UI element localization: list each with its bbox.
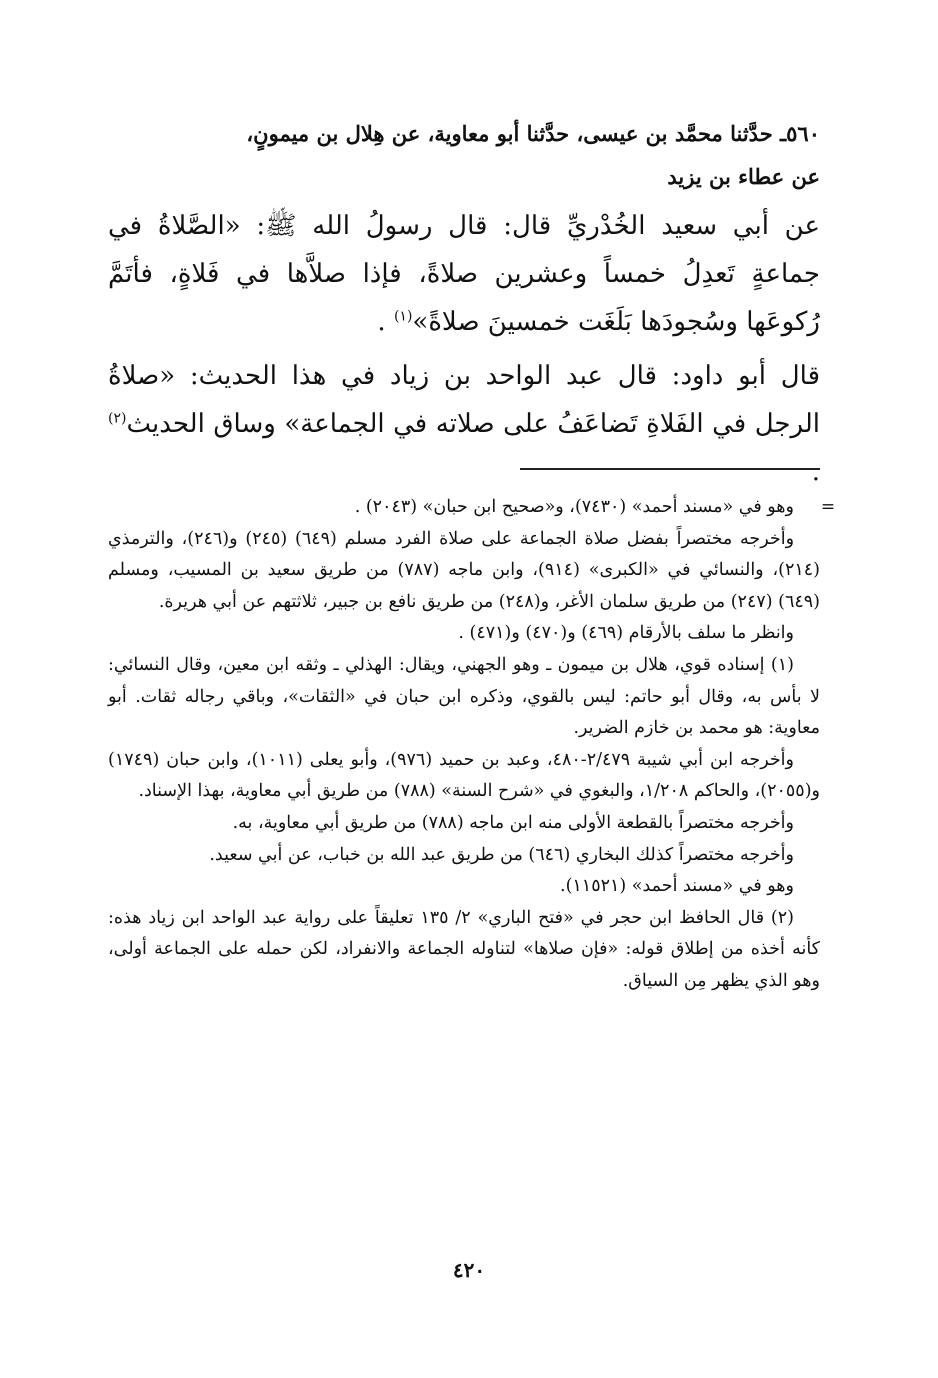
footnote-line: وهو في «مسند أحمد» (١١٥٢١).	[560, 876, 794, 897]
matn-text: عن أبي سعيد الخُدْريِّ قال: قال رسولُ الله ﷺ: «الصَّلاةُ في جماعةٍ تَعدِلُ خمساً وعشرين صلاةً، فإذا صلاَّها في فَلاةٍ، فأتَمَّ رُكوعَها وسُجودَها بَلَغَت خمسينَ صلاةً»	[108, 211, 820, 337]
hadith-matn	[108, 202, 820, 346]
isnad-line-1: ٥٦٠ـ حدَّثنا محمَّد بن عيسى، حدَّثنا أبو معاوية، عن هِلال بن ميمونٍ،	[246, 121, 820, 146]
footnote-line: وانظر ما سلف بالأرقام (٤٦٩) و(٤٧٠) و(٤٧١) .	[458, 623, 794, 644]
footnote-line: وأخرجه مختصراً بالقطعة الأولى منه ابن ماجه (٧٨٨) من طريق أبي معاوية، به.	[232, 812, 794, 833]
footnotes	[108, 492, 820, 998]
footnote-line: وأخرجه مختصراً كذلك البخاري (٦٤٦) من طريق عبد الله بن خباب، عن أبي سعيد.	[209, 844, 794, 865]
footnote-ref-1: (١)	[393, 308, 413, 325]
abu-dawud-end: .	[811, 457, 820, 487]
hadith-isnad	[108, 112, 820, 198]
matn-end: .	[377, 307, 394, 337]
abu-dawud-text: قال أبو داود: قال عبد الواحد بن زياد في هذا الحديث: «صلاةُ الرجل في الفَلاةِ تَضاعَفُ على صلاته في الجماعة» وساق الحديث	[108, 361, 820, 439]
footnote-2: (٢) قال الحافظ ابن حجر في «فتح الباري» ٢/ ١٣٥ تعليقاً على رواية عبد الواحد ابن زياد هذه: كأنه أخذه من إطلاق قوله: «فإن صلاها» لتناوله الجماعة والانفراد، لكن حمله على الجماعة أولى، وهو الذي يظهر مِن السياق.	[108, 907, 820, 991]
hadith-block	[108, 112, 820, 496]
page-number: ٤٢٠	[452, 1258, 486, 1282]
continuation-mark: =	[820, 497, 836, 517]
footnote-divider	[520, 468, 820, 470]
footnote-1: (١) إسناده قوي، هلال بن ميمون ـ وهو الجهني، ويقال: الهذلي ـ وثقه ابن معين، وقال النسائي: لا بأس به، وقال أبو حاتم: ليس بالقوي، وذكره ابن حبان في «الثقات»، وباقي رجاله ثقات. أبو معاوية: هو محمد بن خازم الضرير.	[108, 654, 820, 739]
footnote-ref-2: (٢)	[108, 410, 127, 427]
abu-dawud-note	[108, 352, 820, 496]
footnote-line: وأخرجه مختصراً بفضل صلاة الجماعة على صلاة الفرد مسلم (٦٤٩) (٢٤٥) و(٢٤٦)، والترمذي (٢١٤)، والنسائي في «الكبرى» (٩١٤)، وابن ماجه (٧٨٧) من طريق سعيد بن المسيب، ومسلم (٦٤٩) (٢٤٧) من طريق سلمان الأغر، و(٢٤٨) من طريق نافع بن جبير، ثلاثتهم عن أبي هريرة.	[108, 528, 820, 612]
footnote-line: وهو في «مسند أحمد» (٧٤٣٠)، و«صحيح ابن حبان» (٢٠٤٣) .	[354, 497, 794, 517]
isnad-line-2: عن عطاء بن يزيد	[667, 164, 820, 189]
footnote-line: وأخرجه ابن أبي شيبة ٢/٤٧٩-٤٨٠، وعبد بن حميد (٩٧٦)، وأبو يعلى (١٠١١)، وابن حبان (١٧٤٩) و(٢٠٥٥)، والحاكم ١/٢٠٨، والبغوي في «شرح السنة» (٧٨٨) من طريق أبي معاوية، بهذا الإسناد.	[108, 749, 820, 802]
